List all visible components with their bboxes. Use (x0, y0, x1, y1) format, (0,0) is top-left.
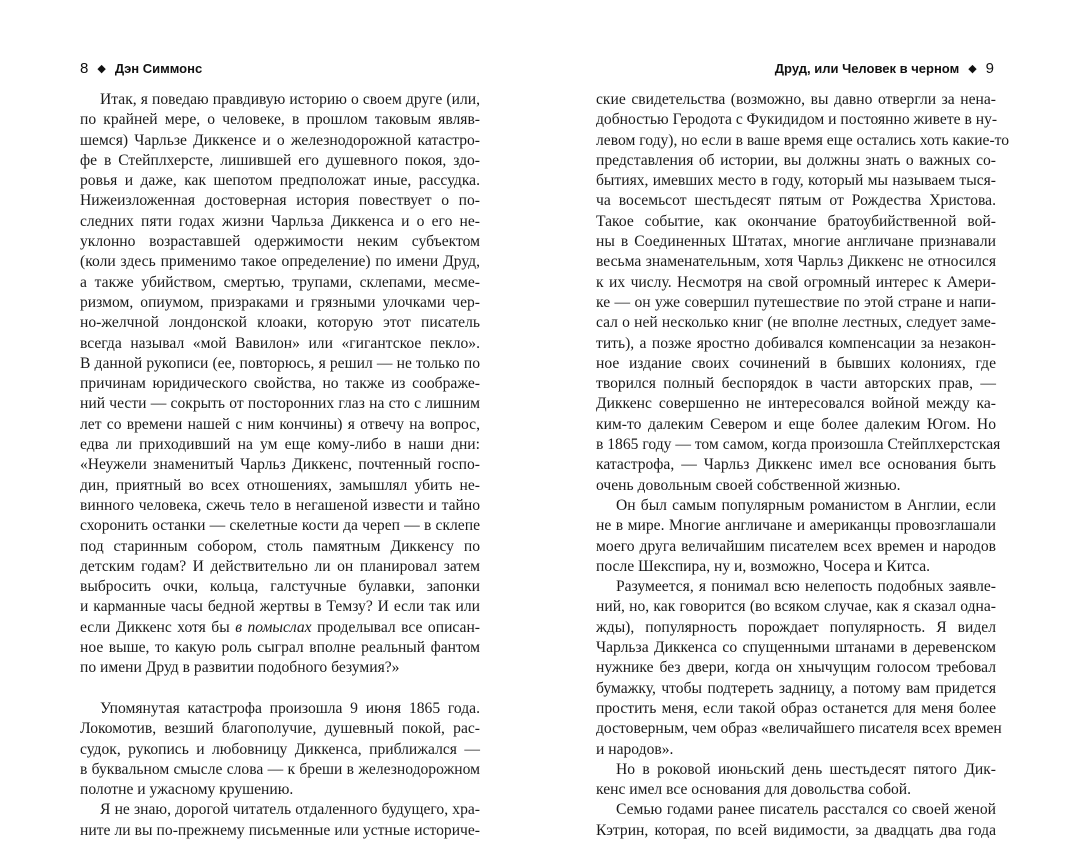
text-line: ке — он уже совершил путешествие по этой стране и напи- (596, 293, 996, 311)
text-line: Чарльза Диккенса со спущенными штанами в деревенском (596, 639, 996, 657)
italic-emphasis: в помыслах (235, 618, 312, 636)
text-line: фе в Стейплхерсте, лишившей его душевного покоя, здо- (80, 151, 480, 169)
text-line: ное выше, то какую роль сыграл вполне реальный фантом (80, 639, 480, 657)
text-line: весьма знаменательным, хотя Чарльз Диккенс не относился (596, 253, 996, 271)
text-line: бумажку, чтобы подтереть задницу, а потому вам придется (596, 679, 996, 697)
text-line: и карманные часы бедной жертвы в Темзу? И если так или (80, 598, 480, 616)
text-line: жды), популярность порождает популярность. Я видел (596, 618, 996, 636)
diamond-ornament-icon: ◆ (97, 63, 106, 75)
text-line: детским годам? И действительно ли он планировал затем (80, 557, 480, 575)
text-line (80, 618, 480, 638)
text-line: Кэтрин, которая, по всей видимости, за двадцать два года (596, 821, 996, 839)
text-line: и народов». (596, 740, 674, 758)
text-line: кенс имел все основания для довольства собой. (596, 781, 912, 799)
text-line: Упомянутая катастрофа произошла 9 июня 1865 года. (100, 699, 480, 717)
right-page-number: 9 (985, 60, 994, 77)
left-page-number: 8 (80, 60, 89, 77)
text-line: Диккенс совершенно не интересовался войной между ка- (596, 395, 996, 413)
left-page (0, 0, 538, 839)
text-line: полотне и ужасному крушению. (80, 781, 294, 799)
text-line: простить меня, если такой образ останется для меня более (596, 699, 996, 717)
text-fragment: проделывал все описан- (311, 618, 480, 636)
right-running-header (775, 60, 994, 77)
text-line: Но в роковой июньский день шестьдесят пятого Дик- (616, 760, 996, 778)
text-line: Он был самым популярным романистом в Англии, если (616, 496, 996, 514)
text-line: в буквальном смысле слова — к бреши в железнодорожном (80, 760, 480, 778)
text-line: но-желчной лондонской клоаки, которую этот писатель (80, 314, 480, 332)
text-line: Локомотив, везший благополучие, душевный покой, рас- (80, 720, 480, 738)
text-line: шемся) Чарльзе Диккенсе и о железнодорожной катастро- (80, 131, 480, 149)
text-line: ким-то далеким Севером и еще более далеким Югом. Но (596, 415, 996, 433)
text-line: винного человека, сжечь тело в негашеной извести и тайно (80, 496, 480, 514)
text-line: ните ли вы по-прежнему письменные или устные историче- (80, 821, 480, 839)
text-line: выбросить очки, кольца, галстучные булавки, запонки (80, 578, 480, 596)
diamond-ornament-icon: ◆ (968, 63, 977, 75)
text-line: (коли здесь применимо такое определение) по имени Друд, (80, 253, 480, 271)
text-line: ские свидетельства (возможно, вы давно отвергли за нена- (596, 91, 996, 108)
text-line: причинам юридического свойства, но также из соображе- (80, 375, 480, 393)
right-page (538, 0, 1076, 839)
text-line: а также убийством, смертью, трупами, склепами, месме- (80, 273, 480, 291)
text-line: следних пяти годах жизни Чарльза Диккенса и о его не- (80, 212, 480, 230)
text-line: творился полный беспорядок в части авторских прав, — (596, 375, 996, 393)
text-line: «Неужели знаменитый Чарльз Диккенс, почтенный госпо- (80, 456, 480, 474)
text-line: к их числу. Несмотря на свой огромный интерес к Амери- (596, 273, 996, 291)
text-line: ний, но, как говорится (во всяком случае, как я сказал одна- (596, 598, 996, 616)
text-line: ровья и даже, как шепотом предположат иные, рассудка. (80, 172, 480, 190)
text-line: по имени Друд в развитии подобного безумия?» (80, 659, 400, 677)
left-page-text (80, 90, 480, 841)
text-line: дин, приятный во всех отношениях, замышлял убить не- (80, 476, 480, 494)
text-line: очень довольным своей собственной жизнью. (596, 476, 901, 494)
text-line: лет со времени нашей с ним кончины) я отвечу на вопрос, (80, 415, 480, 433)
text-line: схоронить останки — скелетные кости да череп — в склепе (80, 517, 480, 535)
text-line: В данной рукописи (ее, повторюсь, я решил — не только по (80, 354, 480, 372)
text-line: всегда называл «мой Вавилон» или «гигантское пекло». (80, 334, 480, 352)
text-line: представления об истории, вы должны знать о важных со- (596, 151, 996, 169)
text-line: Семью годами ранее писатель расстался со своей женой (616, 801, 996, 819)
text-line: нужнике без двери, когда он хнычущим голосом требовал (596, 659, 996, 677)
text-line: ное издание своих сочинений в бывших колониях, где (596, 354, 996, 372)
text-line: ча восемьсот шестьдесят пятым от Рождества Христова. (596, 192, 996, 210)
text-line: бытиях, имевших место в году, который мы называем тыся- (596, 172, 996, 190)
text-line: ний чести — сокрыть от посторонних глаз на сто с лишним (80, 395, 480, 413)
text-line: сал о ней несколько книг (не вполне лестных, следует заме- (596, 314, 996, 332)
text-line: уклонно возраставшей одержимости неким субъектом (80, 233, 480, 251)
paragraph-gap (80, 679, 480, 699)
text-line: судок, рукопись и любовницу Диккенса, приближался — (80, 740, 480, 758)
text-line: добностью Геродота с Фукидидом и постоянно живете в ну- (596, 111, 998, 129)
text-line: после Шекспира, ну и, возможно, Чосера и Китса. (596, 557, 931, 575)
text-line: ны в Соединенных Штатах, многие англичане признавали (596, 233, 996, 251)
text-line: Итак, я поведаю правдивую историю о своем друге (или, (100, 91, 480, 108)
text-line: не в мире. Многие англичане и американцы провозглашали (596, 517, 996, 535)
left-running-header (80, 60, 202, 77)
right-header-title: Друд, или Человек в черном (774, 61, 960, 76)
text-line: моего друга величайшим писателем всех времен и народов (596, 537, 996, 555)
text-line: Нижеизложенная достоверная история повествует о по- (80, 192, 480, 210)
text-line: Такое событие, как окончание братоубийственной вой- (596, 212, 996, 230)
text-line: в 1865 году — том самом, когда произошла Стейплхерстская (596, 436, 1001, 454)
text-line: левом году), но если в ваше время еще остались хоть какие-то (596, 131, 1010, 149)
text-line: по крайней мере, о человеке, в прошлом таковым являв- (80, 111, 480, 129)
text-line: тить), а позже яростно добивался компенсации за незакон- (596, 334, 996, 352)
text-fragment: если Диккенс хотя бы (80, 618, 236, 636)
left-header-author: Дэн Симмонс (114, 61, 203, 76)
text-line: под старинным собором, столь памятным Диккенсу по (80, 537, 480, 555)
text-line: Разумеется, я понимал всю нелепость подобных заявле- (616, 578, 996, 596)
text-line: достоверным, чем образ «величайшего писателя всех времен (596, 720, 1002, 738)
text-line: ризмом, опиумом, призраками и грязными улочками чер- (80, 293, 480, 311)
text-line: едва ли приходивший на ум еще кому-либо в наши дни: (80, 436, 480, 454)
text-line: Я не знаю, дорогой читатель отдаленного будущего, хра- (100, 801, 480, 819)
right-page-text (596, 90, 1010, 841)
text-line: катастрофа, — Чарльз Диккенс имел все основания быть (596, 456, 996, 474)
